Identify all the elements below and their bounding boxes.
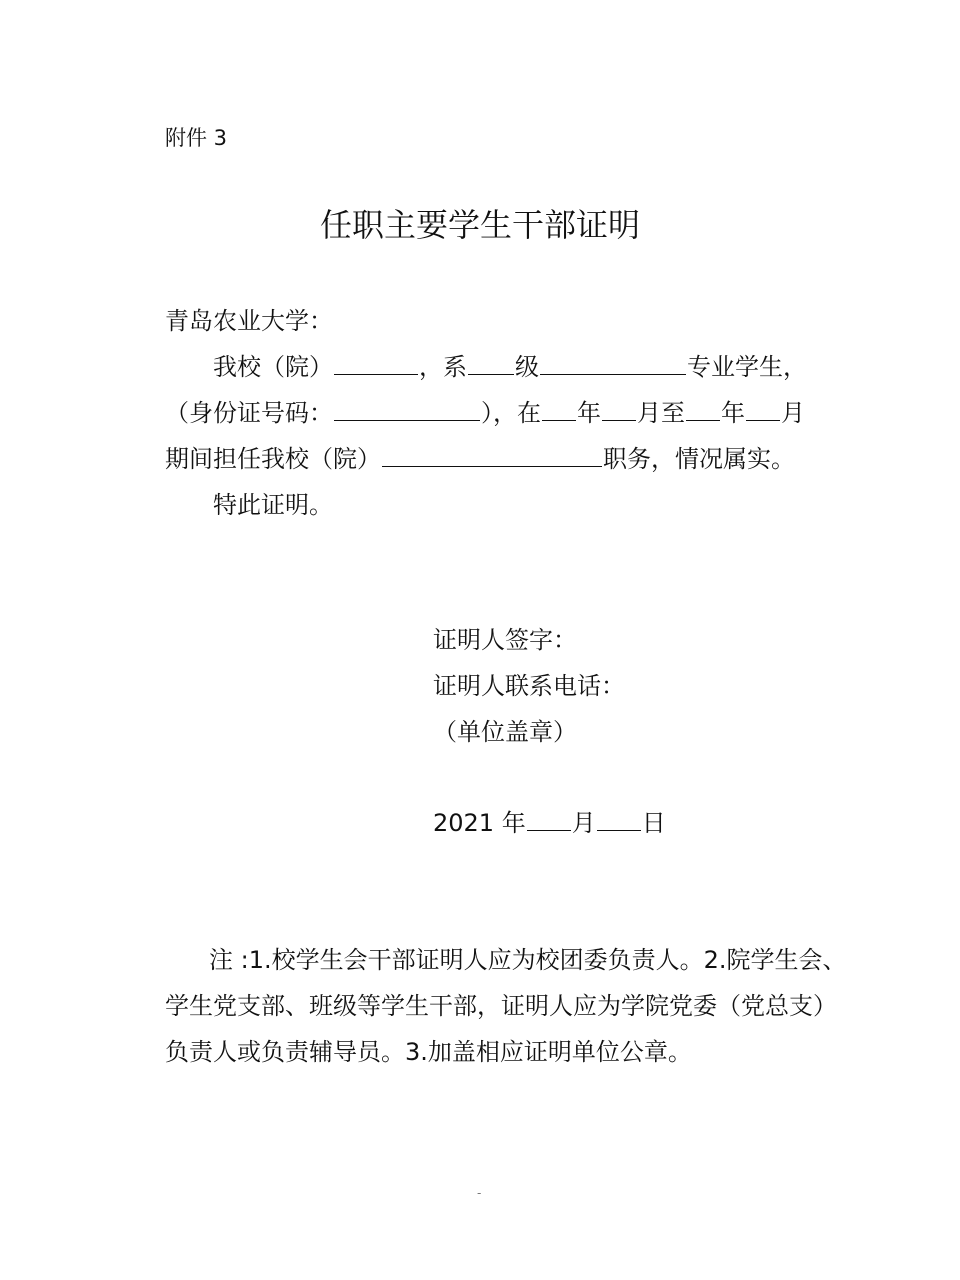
grade-blank[interactable] <box>468 352 514 375</box>
date-month: 月 <box>571 809 596 837</box>
start-month-blank[interactable] <box>602 398 636 421</box>
note-line-2: 学生党支部、班级等学生干部，证明人应为学院党委（党总支） <box>165 992 837 1020</box>
certify-statement: 特此证明。 <box>213 491 333 519</box>
date-day: 日 <box>641 809 666 837</box>
date-year: 2021 年 <box>433 809 526 837</box>
position-suffix: 职务，情况属实。 <box>603 445 795 473</box>
end-month-label: 月 <box>781 399 805 427</box>
grade-label: 级 <box>515 353 539 381</box>
salutation: 青岛农业大学： <box>165 307 333 335</box>
id-number-label: （身份证号码： <box>165 399 333 427</box>
note-line-3: 负责人或负责辅导员。3.加盖相应证明单位公章。 <box>165 1038 692 1066</box>
major-label: 专业学生， <box>687 353 807 381</box>
position-blank[interactable] <box>382 444 602 467</box>
school-label: 我校（院） <box>213 353 333 381</box>
unit-seal-label: （单位盖章） <box>433 718 577 746</box>
start-month-label: 月至 <box>637 399 685 427</box>
body-line-2 <box>165 398 805 428</box>
page-title: 任职主要学生干部证明 <box>319 206 640 244</box>
end-year-blank[interactable] <box>686 398 720 421</box>
end-year-label: 年 <box>721 399 745 427</box>
date-line <box>433 808 666 838</box>
school-blank[interactable] <box>334 352 418 375</box>
body-line-3 <box>165 444 795 474</box>
start-year-label: 年 <box>577 399 601 427</box>
signer-signature-label: 证明人签字： <box>433 626 577 654</box>
period-label: ），在 <box>481 399 541 427</box>
date-day-blank[interactable] <box>597 808 641 831</box>
attachment-label: 附件 3 <box>165 126 228 150</box>
position-label: 期间担任我校（院） <box>165 445 381 473</box>
id-number-blank[interactable] <box>334 398 480 421</box>
page-footer-mark: - <box>477 1186 482 1200</box>
department-label: ，系 <box>419 353 467 381</box>
major-blank[interactable] <box>540 352 686 375</box>
signer-phone-label: 证明人联系电话： <box>433 672 625 700</box>
start-year-blank[interactable] <box>542 398 576 421</box>
body-line-1 <box>213 352 807 382</box>
end-month-blank[interactable] <box>746 398 780 421</box>
date-month-blank[interactable] <box>527 808 571 831</box>
note-line-1: 注 :1.校学生会干部证明人应为校团委负责人。2.院学生会、 <box>209 946 847 974</box>
